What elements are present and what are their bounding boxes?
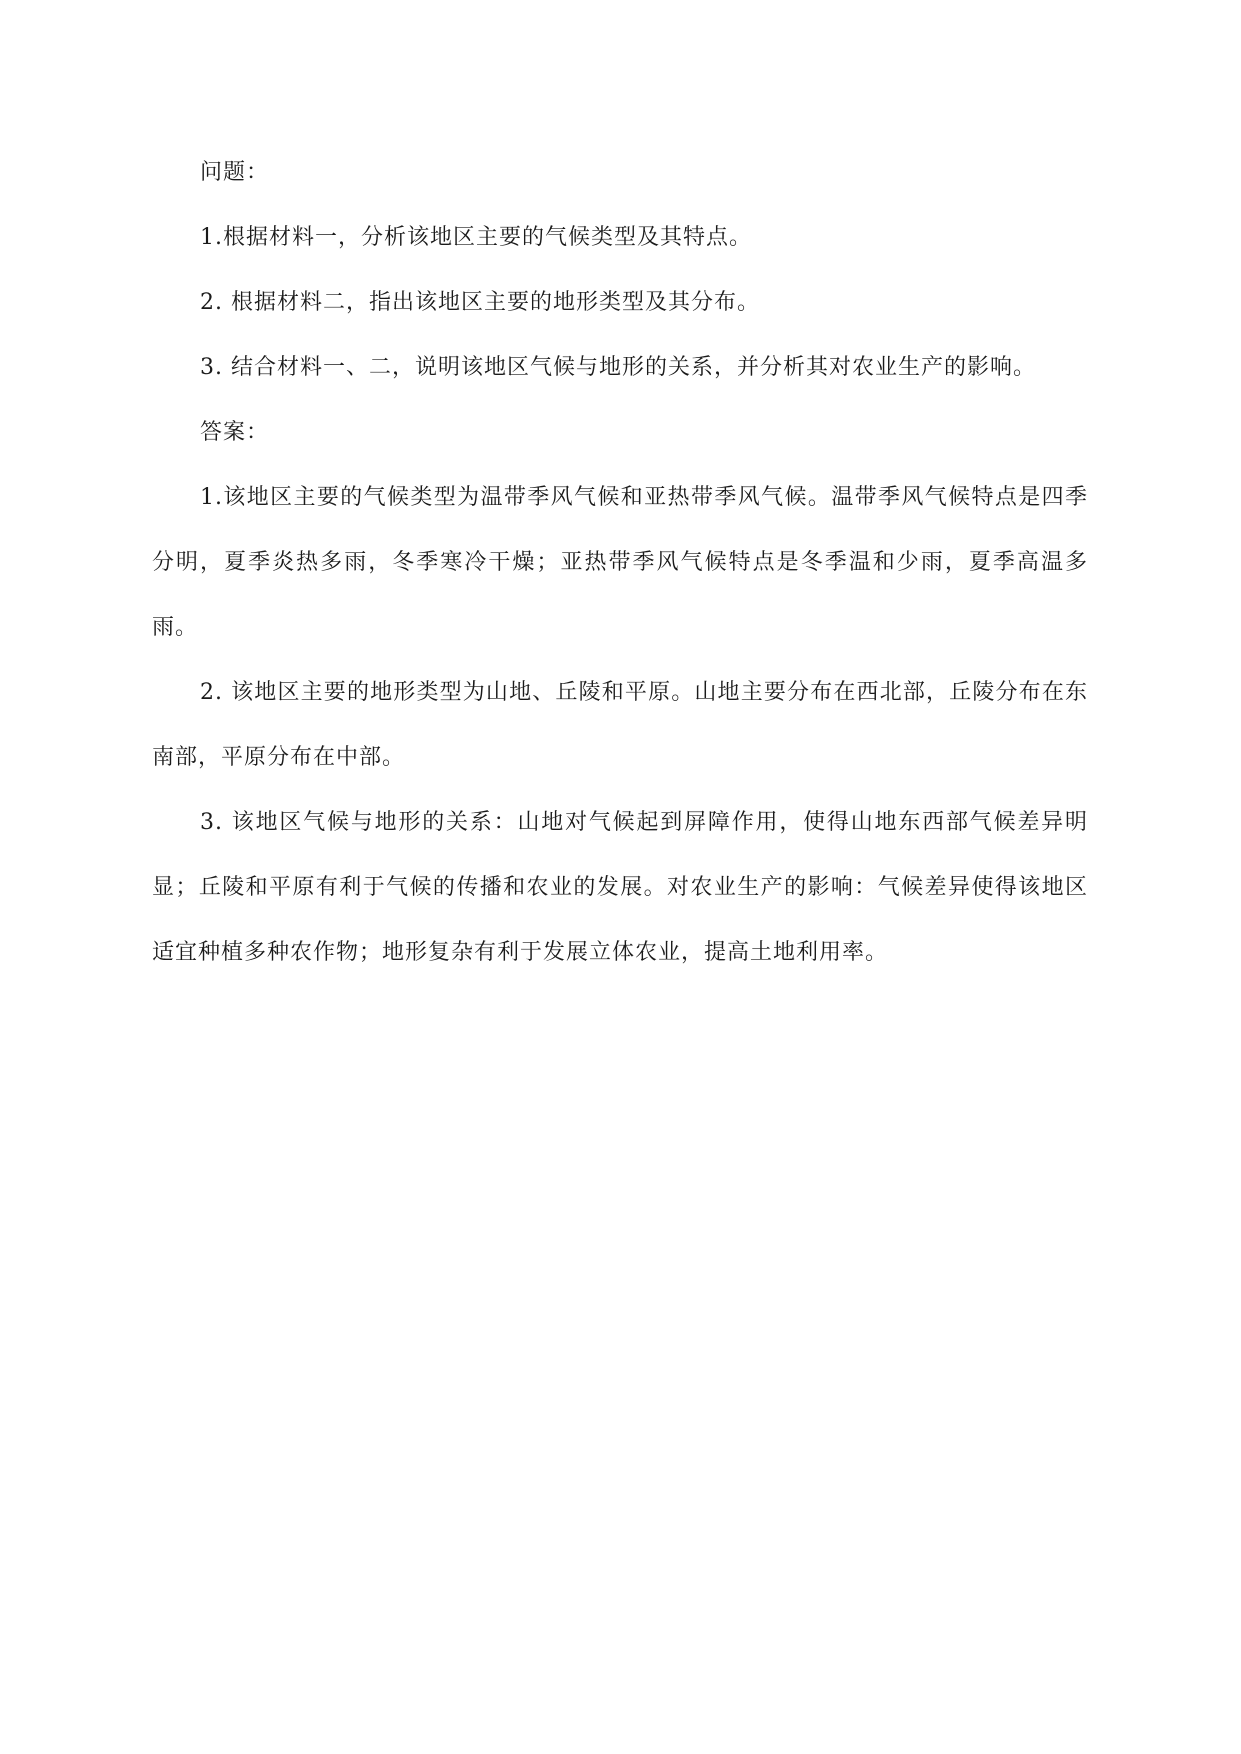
question-item-2: 2. 根据材料二，指出该地区主要的地形类型及其分布。 — [200, 290, 760, 315]
answer-item-3: 3. 该地区气候与地形的关系：山地对气候起到屏障作用，使得山地东西部气候差异明显；丘陵和平原有利于气候的传播和农业的发展。对农业生产的影响：气候差异使得该地区适宜种植多种农作物；地形复杂有利于发展立体农业，提高土地利用率。 — [152, 810, 1088, 965]
answer-item-2: 2. 该地区主要的地形类型为山地、丘陵和平原。山地主要分布在西北部，丘陵分布在东南部，平原分布在中部。 — [152, 680, 1088, 770]
questions-heading: 问题： — [200, 160, 270, 185]
answer-item-1: 1.该地区主要的气候类型为温带季风气候和亚热带季风气候。温带季风气候特点是四季分明，夏季炎热多雨，冬季寒冷干燥；亚热带季风气候特点是冬季温和少雨，夏季高温多雨。 — [152, 485, 1088, 640]
question-item-1: 1.根据材料一，分析该地区主要的气候类型及其特点。 — [200, 225, 752, 250]
answers-heading: 答案： — [200, 420, 270, 445]
document-body — [152, 140, 1088, 985]
question-item-3: 3. 结合材料一、二，说明该地区气候与地形的关系，并分析其对农业生产的影响。 — [200, 355, 1036, 380]
